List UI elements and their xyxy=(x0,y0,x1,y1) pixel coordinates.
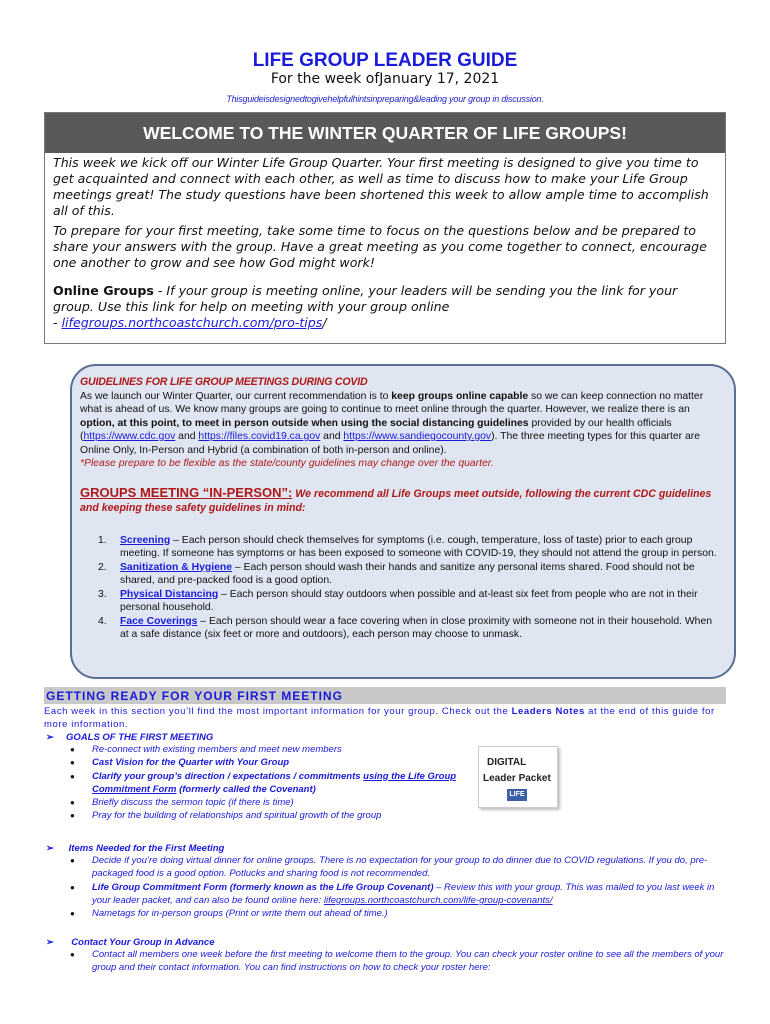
bullet-icon: ● xyxy=(70,811,75,821)
list-item xyxy=(46,743,466,756)
list-number: 4. xyxy=(98,615,107,627)
list-item xyxy=(46,854,726,881)
covid-bold-1: keep groups online capable xyxy=(391,390,529,402)
bullet-icon: ● xyxy=(70,745,75,754)
items-heading: Items Needed for the First Meeting xyxy=(68,843,225,854)
cdc-link[interactable]: https://www.cdc.gov xyxy=(83,431,176,442)
page-subtitle: For the week ofJanuary 17, 2021 xyxy=(270,71,500,87)
face-coverings-term[interactable]: Face Coverings xyxy=(120,615,198,627)
list-item xyxy=(46,907,726,920)
online-groups-label: Online Groups xyxy=(53,283,154,298)
covenants-link[interactable]: lifegroups.northcoastchurch.com/life-group-covenants/ xyxy=(323,894,553,906)
online-groups-dash: - xyxy=(53,315,62,330)
intro-text-2: at the end of this guide for more information. xyxy=(44,706,715,730)
covid-flex-note: *Please prepare to be flexible as the state/county guidelines may change over the quarter. xyxy=(80,458,494,469)
goal-text: Cast Vision for the Quarter with Your Group xyxy=(92,757,290,769)
covid-text-1: As we launch our Winter Quarter, our current recommendation is to xyxy=(80,390,392,402)
goal-text-after: (formerly called the Covenant) xyxy=(176,783,316,795)
getting-ready-heading: GETTING READY FOR YOUR FIRST MEETING xyxy=(46,689,343,703)
sandiego-link[interactable]: https://www.sandiegocounty.gov xyxy=(343,431,492,442)
online-groups-paragraph xyxy=(53,283,717,331)
bullet-icon: ● xyxy=(70,758,75,768)
bullet-icon: ● xyxy=(70,771,75,781)
digital-leader-packet-image[interactable] xyxy=(478,746,558,808)
list-text: – Each person should wear a face covering when in close proximity with someone not in their household. When at a safe distance (six feet or more and outdoors), each person may choose to unmask. xyxy=(120,615,713,640)
covid-text-2: so we can keep connection no matter what is ahead of us. We know many groups are going to continue to meet online through the quarter. However, we realize there is an xyxy=(80,390,704,415)
list-text: – Each person should check themselves for symptoms (i.e. cough, temperature, loss of taste) prior to each group meeting. If someone has symptoms or has been exposed to someone with COVID-19, they should not attend the group in person. xyxy=(120,534,717,559)
goals-heading: GOALS OF THE FIRST MEETING xyxy=(66,732,214,743)
goals-section xyxy=(46,732,466,823)
safety-guidelines-list xyxy=(80,534,720,642)
distancing-term[interactable]: Physical Distancing xyxy=(120,588,219,600)
welcome-paragraph-1: This week we kick off our Winter Life Group Quarter. Your first meeting is designed to give you time to get acquainted and connect with each other, as well as time to discuss how to make your Life Group meetings great! The study questions have been shortened this week to allow ample time to accomplish all of this. xyxy=(53,155,709,218)
list-item xyxy=(98,615,720,642)
arrow-icon: ➢ xyxy=(46,732,54,743)
list-item xyxy=(98,561,720,588)
goal-text: Clarify your group’s direction / expectations / commitments xyxy=(92,770,364,782)
screening-term[interactable]: Screening xyxy=(120,534,171,546)
list-item xyxy=(46,809,466,822)
arrow-icon: ➢ xyxy=(46,843,54,854)
in-person-intro: We recommend all Life Groups meet outside, following the current CDC guidelines and keeping these safety guidelines in mind: xyxy=(80,487,712,514)
list-item xyxy=(46,948,726,975)
ca-covid-link[interactable]: https://files.covid19.ca.gov xyxy=(198,431,321,442)
list-item xyxy=(46,796,466,809)
online-groups-text: - If your group is meeting online, your leaders will be sending you the link for your group. Use this link for help on meeting with your group online xyxy=(53,283,678,314)
bullet-icon: ● xyxy=(70,856,75,865)
in-person-title: GROUPS MEETING “IN-PERSON”: xyxy=(80,484,293,500)
in-person-heading xyxy=(80,486,720,515)
covid-guidelines-box xyxy=(70,364,736,679)
contact-text: Contact all members one week before the first meeting to welcome them to the group. You can check your roster online to see all the members of your group and their contact information. You can find instructions on how to check your roster here: xyxy=(92,949,724,974)
covid-text-4: and xyxy=(175,431,199,442)
list-number: 1. xyxy=(98,534,107,546)
goal-text: Briefly discuss the sermon topic (if there is time) xyxy=(92,797,294,809)
covid-text-5: and xyxy=(320,431,344,442)
list-text: – Each person should wash their hands and sanitize any personal items shared. Food should not be shared, and pre-packed food is a good option. xyxy=(120,561,695,586)
online-groups-end: / xyxy=(322,315,327,330)
page-title: LIFE GROUP LEADER GUIDE xyxy=(252,50,518,71)
goal-text: Pray for the building of relationships and spiritual growth of the group xyxy=(92,810,382,822)
list-text: – Each person should stay outdoors when possible and at-least six feet from people who are not in their personal household. xyxy=(120,588,698,613)
leaders-notes-label: Leaders Notes xyxy=(511,706,585,717)
list-item xyxy=(46,881,726,908)
list-number: 3. xyxy=(98,588,107,600)
welcome-paragraph-2: To prepare for your first meeting, take some time to focus on the questions below and be prepared to share your answers with the group. Have a great meeting as you come together to connect, encourage one another to grow and see how God might work! xyxy=(53,223,707,270)
commitment-form-link[interactable]: using the Life Group Commitment Form xyxy=(92,770,457,795)
life-logo: LIFE xyxy=(507,789,527,801)
contact-section xyxy=(46,937,726,975)
list-item xyxy=(98,534,720,561)
item-text: – Review this with your group. This was mailed to you last week in your leader packet, and can also be found online here: xyxy=(92,881,715,906)
arrow-icon: ➢ xyxy=(46,937,54,948)
items-list xyxy=(46,854,726,920)
items-needed-section xyxy=(46,843,726,920)
getting-ready-intro xyxy=(44,705,728,731)
contact-list xyxy=(46,948,726,975)
covid-heading: GUIDELINES FOR LIFE GROUP MEETINGS DURING COVID xyxy=(80,376,368,388)
pro-tips-link[interactable]: lifegroups.northcoastchurch.com/pro-tips xyxy=(61,315,323,330)
page-tagline: Thisguideisdesignedtogivehelpfulhintsinpreparing&leading your group in discussion. xyxy=(226,94,544,104)
sanitization-term[interactable]: Sanitization & Hygiene xyxy=(120,561,233,573)
list-item xyxy=(98,588,720,615)
bullet-icon: ● xyxy=(70,882,75,892)
bullet-icon: ● xyxy=(70,950,75,959)
item-text: Nametags for in-person groups (Print or write them out ahead of time.) xyxy=(92,908,388,920)
list-item xyxy=(46,756,466,769)
list-number: 2. xyxy=(98,561,107,573)
welcome-section xyxy=(44,112,726,344)
bullet-icon: ● xyxy=(70,909,75,919)
goals-list xyxy=(46,743,466,823)
goal-text: Re-connect with existing members and meet new members xyxy=(92,744,342,755)
item-text: Decide if you’re doing virtual dinner for online groups. There is no expectation for your group to do dinner due to COVID regulations. If you do, pre-packaged food is a good option. Potlucks and sharing food is not recommended. xyxy=(92,855,708,880)
packet-line-2: Leader Packet xyxy=(483,773,551,784)
intro-text-1: Each week in this section you’ll find the most important information for your group. Check out the xyxy=(44,706,512,717)
covid-text-3: provided by our health officials ( xyxy=(80,417,672,442)
covid-text-6: ). The three meeting types for this quarter are Online Only, In-Person and Hybrid (a combination of both in-person and online). xyxy=(80,431,700,456)
list-item xyxy=(46,770,466,797)
packet-line-1: DIGITAL xyxy=(487,757,527,768)
welcome-heading: WELCOME TO THE WINTER QUARTER OF LIFE GROUPS! xyxy=(45,113,725,153)
covid-bold-2: option, at this point, to meet in person outside when using the social distancing guidelines xyxy=(80,417,529,429)
item-bold: Life Group Commitment Form (formerly known as the Life Group Covenant) xyxy=(92,881,434,893)
covid-body xyxy=(80,390,720,458)
contact-heading: Contact Your Group in Advance xyxy=(71,937,215,948)
bullet-icon: ● xyxy=(70,798,75,808)
